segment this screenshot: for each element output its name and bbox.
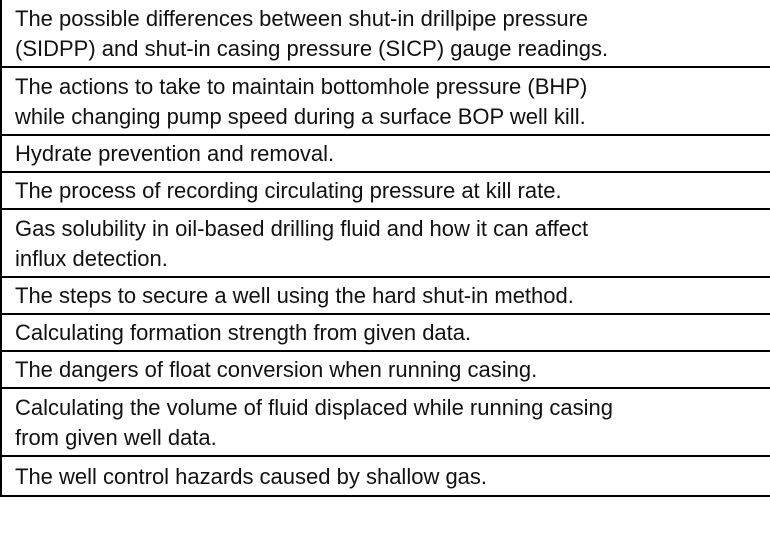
table-row: The dangers of float conversion when running casing. [2, 352, 770, 389]
table-row: The steps to secure a well using the hard shut-in method. [2, 278, 770, 315]
table-row: The process of recording circulating pressure at kill rate. [2, 173, 770, 210]
table-row: The well control hazards caused by shallow gas. [2, 457, 770, 497]
table-row: Calculating formation strength from given data. [2, 315, 770, 352]
table-row: Calculating the volume of fluid displaced while running casing from given well data. [2, 389, 770, 457]
table-row: The actions to take to maintain bottomhole pressure (BHP) while changing pump speed during a surface BOP well kill. [2, 68, 770, 136]
table-row: The possible differences between shut-in drillpipe pressure (SIDPP) and shut-in casing pressure (SICP) gauge readings. [2, 0, 770, 68]
table-row: Hydrate prevention and removal. [2, 136, 770, 173]
table-row: Gas solubility in oil-based drilling fluid and how it can affect influx detection. [2, 210, 770, 278]
